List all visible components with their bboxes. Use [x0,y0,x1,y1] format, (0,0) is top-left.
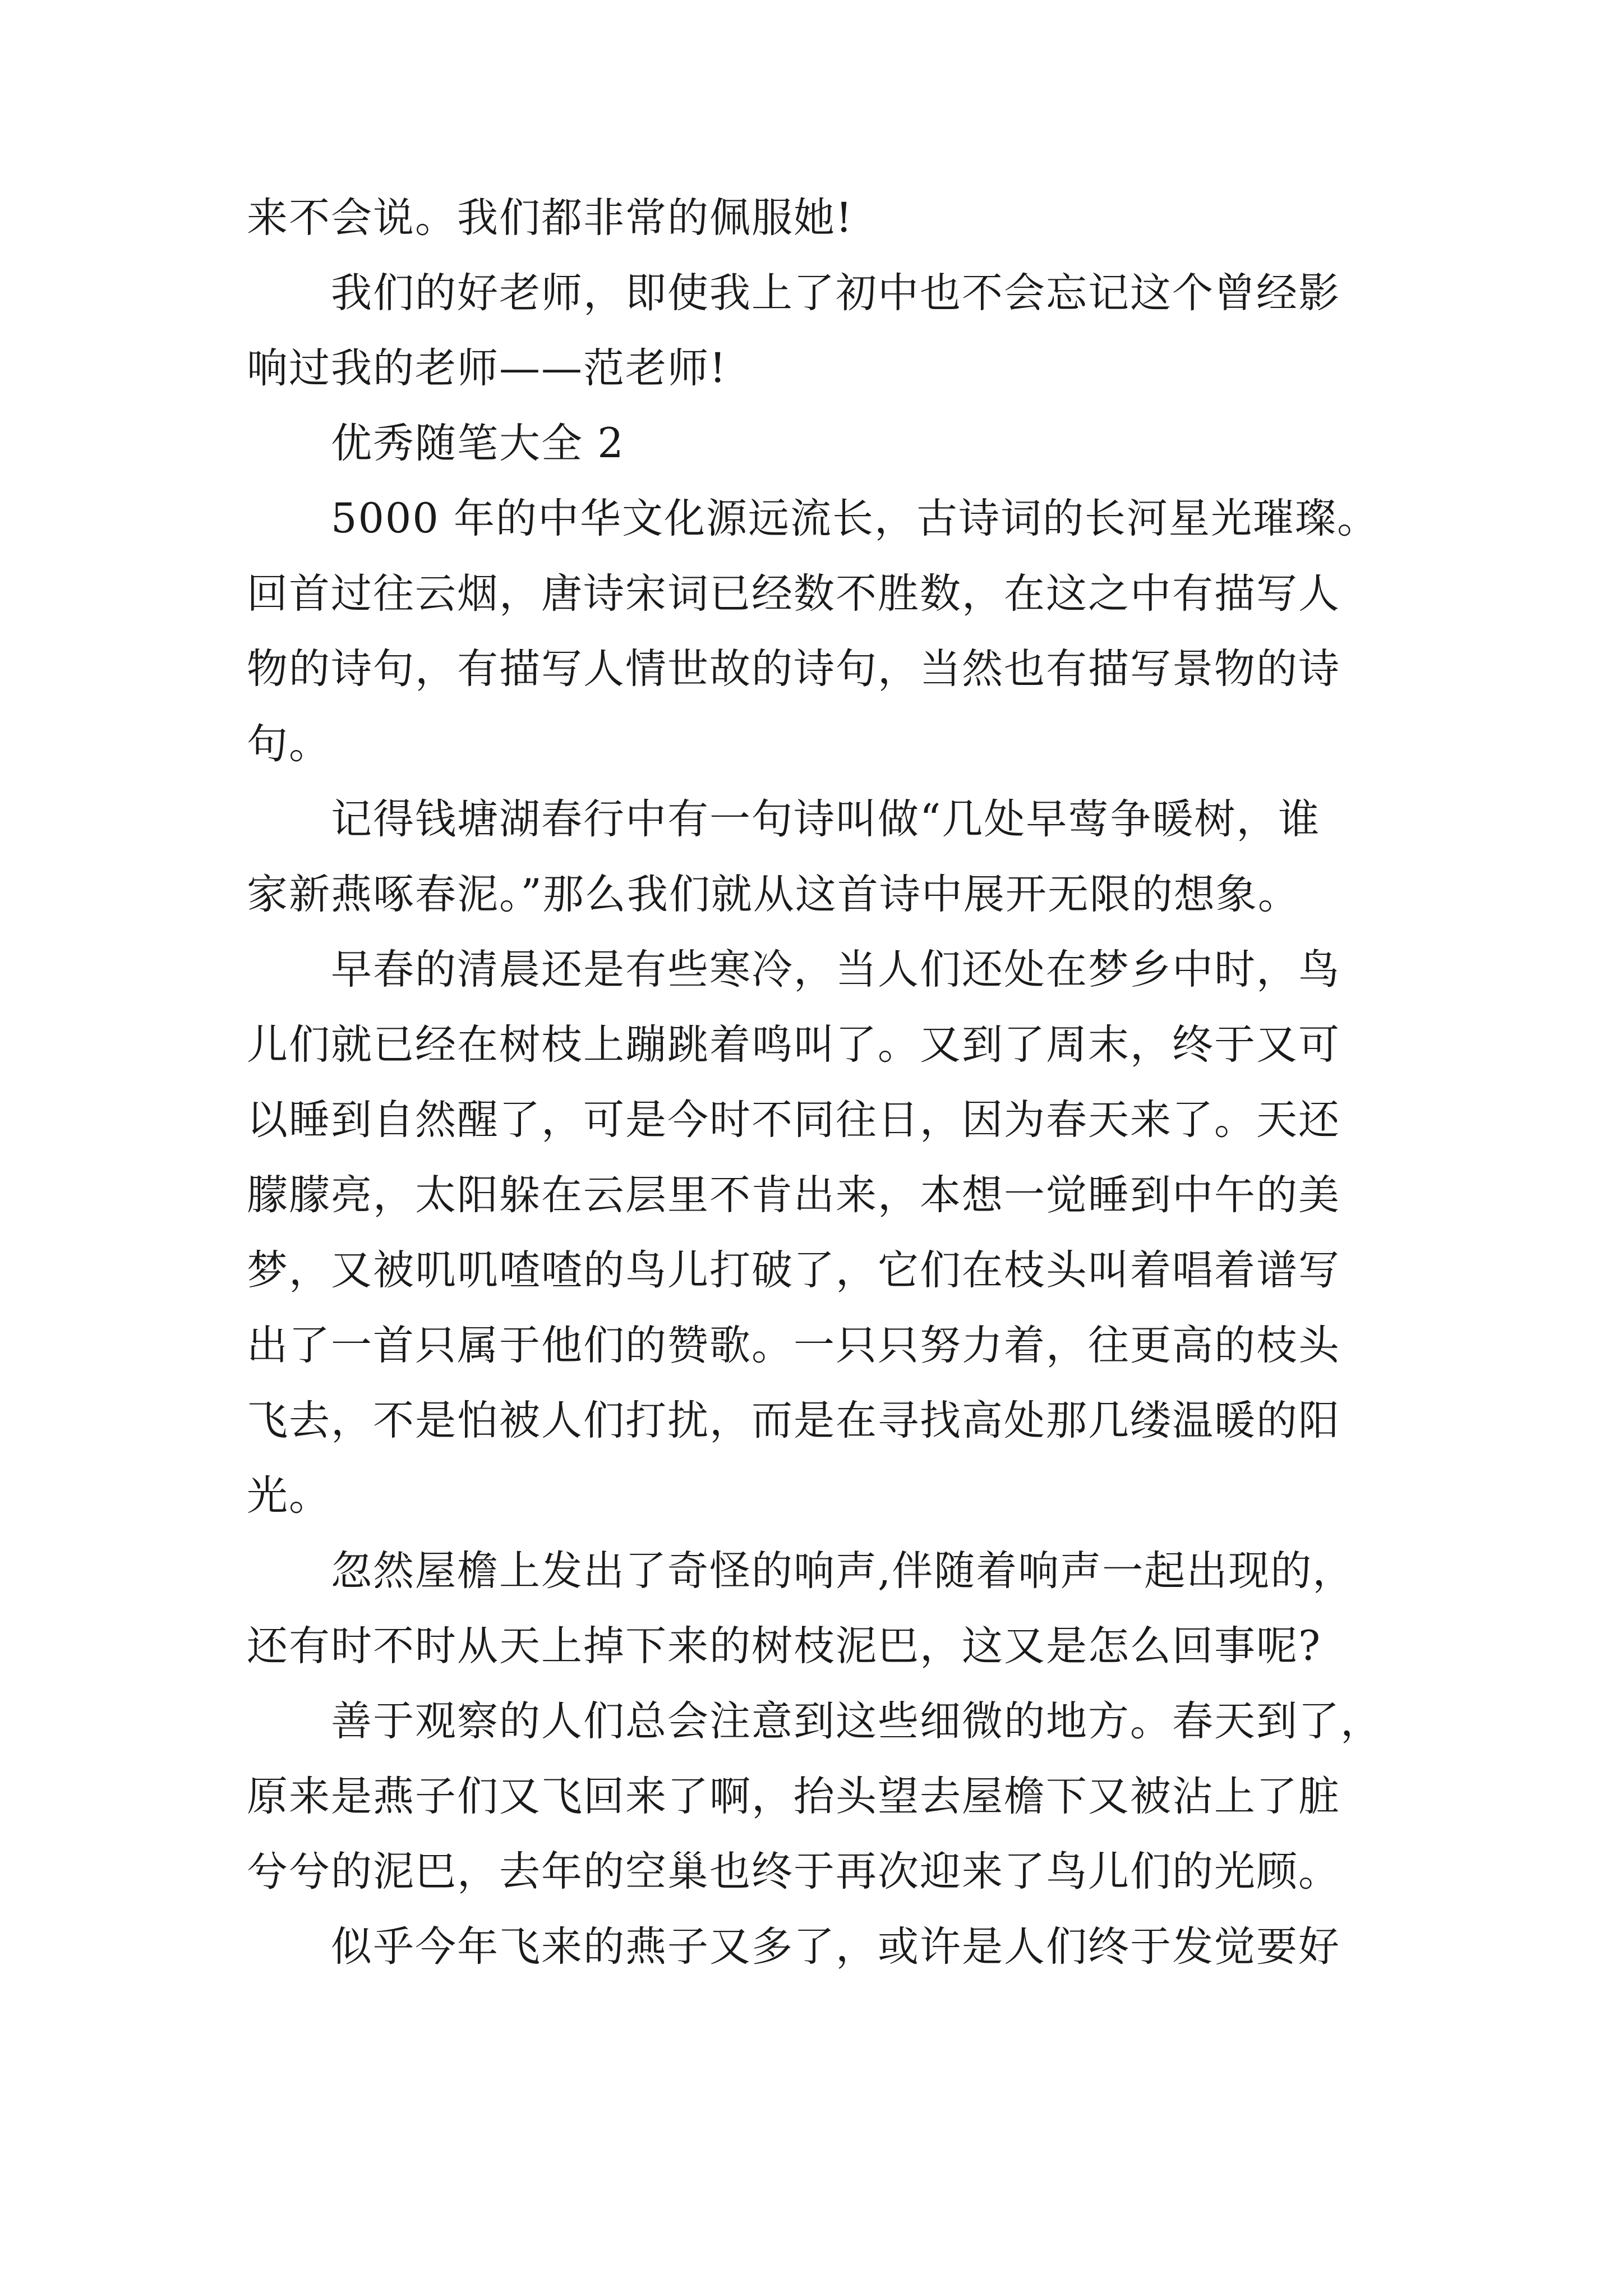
text-line: 似乎今年飞来的燕子又多了，或许是人们终于发觉要好 [331,1923,1340,1971]
text-line: 忽然屋檐上发出了奇怪的响声,伴随着响声一起出现的， [331,1547,1355,1595]
text-line: 光。 [247,1472,331,1520]
text-line: 原来是燕子们又飞回来了啊，抬头望去屋檐下又被沾上了脏 [247,1773,1340,1820]
text-line: 飞去，不是怕被人们打扰，而是在寻找高处那几缕温暖的阳 [247,1397,1340,1444]
text-line: 物的诗句，有描写人情世故的诗句，当然也有描写景物的诗 [247,645,1340,693]
text-line: 我们的好老师，即使我上了初中也不会忘记这个曾经影 [331,269,1340,317]
text-line: 还有时不时从天上掉下来的树枝泥巴，这又是怎么回事呢? [247,1622,1322,1670]
text-line: 兮兮的泥巴，去年的空巢也终于再次迎来了鸟儿们的光顾。 [247,1848,1340,1895]
text-line: 早春的清晨还是有些寒冷，当人们还处在梦乡中时，鸟 [331,946,1340,993]
text-line: 回首过往云烟，唐诗宋词已经数不胜数，在这之中有描写人 [247,570,1340,618]
text-line: 以睡到自然醒了，可是今时不同往日，因为春天来了。天还 [247,1096,1340,1144]
document-page [247,181,1391,1985]
text-line: 出了一首只属于他们的赞歌。一只只努力着，往更高的枝头 [247,1322,1340,1369]
section-heading: 优秀随笔大全 2 [331,420,625,467]
text-line: 5000 年的中华文化源远流长，古诗词的长河星光璀璨。 [331,495,1379,542]
text-line: 梦，又被叽叽喳喳的鸟儿打破了，它们在枝头叫着唱着谱写 [247,1246,1340,1294]
text-line: 朦朦亮，太阳躲在云层里不肯出来，本想一觉睡到中午的美 [247,1171,1340,1219]
text-line: 响过我的老师——范老师! [247,344,727,392]
text-line: 句。 [247,720,331,768]
text-line: 儿们就已经在树枝上蹦跳着鸣叫了。又到了周末，终于又可 [247,1021,1340,1069]
text-line: 善于观察的人们总会注意到这些细微的地方。春天到了， [331,1697,1382,1745]
text-line: 记得钱塘湖春行中有一句诗叫做“几处早莺争暖树，谁 [331,795,1321,843]
text-line: 来不会说。我们都非常的佩服她! [247,194,854,242]
text-line: 家新燕啄春泥。”那么我们就从这首诗中展开无限的想象。 [247,871,1300,918]
